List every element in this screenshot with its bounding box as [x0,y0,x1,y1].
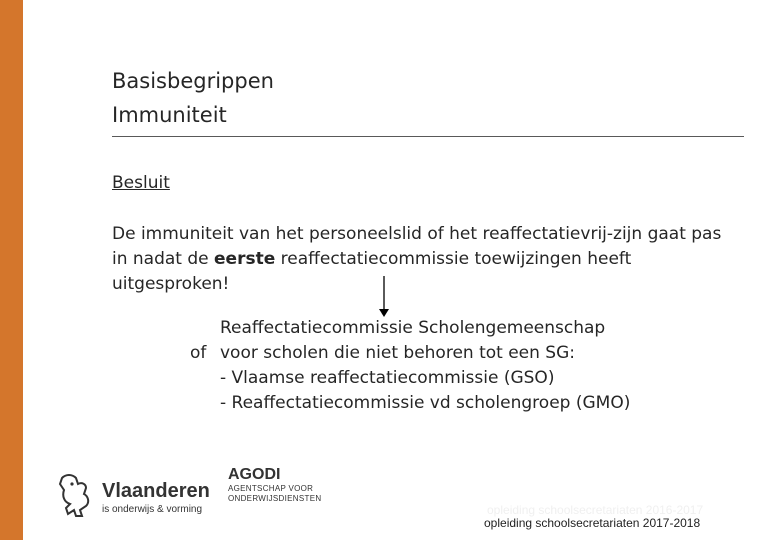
vlaanderen-logo [56,470,236,520]
paragraph-part-2: reaffectatiecommissie toewijzingen heeft uitgesproken! [112,249,632,294]
or-label: of [190,343,207,363]
agodi-name: AGODI [228,466,281,483]
agodi-subtitle-1: AGENTSCHAP VOOR [228,484,314,493]
title-divider [112,136,744,137]
list-line-4: - Reaffectatiecommissie vd scholengroep (GMO) [220,393,631,413]
paragraph-bold: eerste [214,249,276,269]
section-heading: Besluit [112,173,170,193]
agodi-subtitle-2: ONDERWIJSDIENSTEN [228,494,322,503]
footer-text: opleiding schoolsecretariaten 2017-2018 [484,516,701,530]
title-line-2: Immuniteit [112,103,227,127]
list-line-1: Reaffectatiecommissie Scholengemeenschap [220,318,606,338]
title-line-1: Basisbegrippen [112,69,274,93]
list-line-2: voor scholen die niet behoren tot een SG: [220,343,575,363]
flemish-lion-icon [56,470,96,520]
down-arrow-icon [378,276,390,318]
vlaanderen-subtitle: is onderwijs & vorming [102,504,203,515]
slide-title [112,64,274,132]
list-line-3: - Vlaamse reaffectatiecommissie (GSO) [220,368,555,388]
agodi-logo [228,466,321,504]
vlaanderen-name: Vlaanderen [102,480,210,502]
orange-sidebar [0,0,23,540]
body-paragraph [112,222,732,297]
paragraph-part-1: De immuniteit van het personeelslid of het reaffectatievrij-zijn gaat pas in nadat de [112,224,722,269]
footer-ghost-text: opleiding schoolsecretariaten 2016-2017 [487,503,704,517]
commission-list [190,316,630,416]
